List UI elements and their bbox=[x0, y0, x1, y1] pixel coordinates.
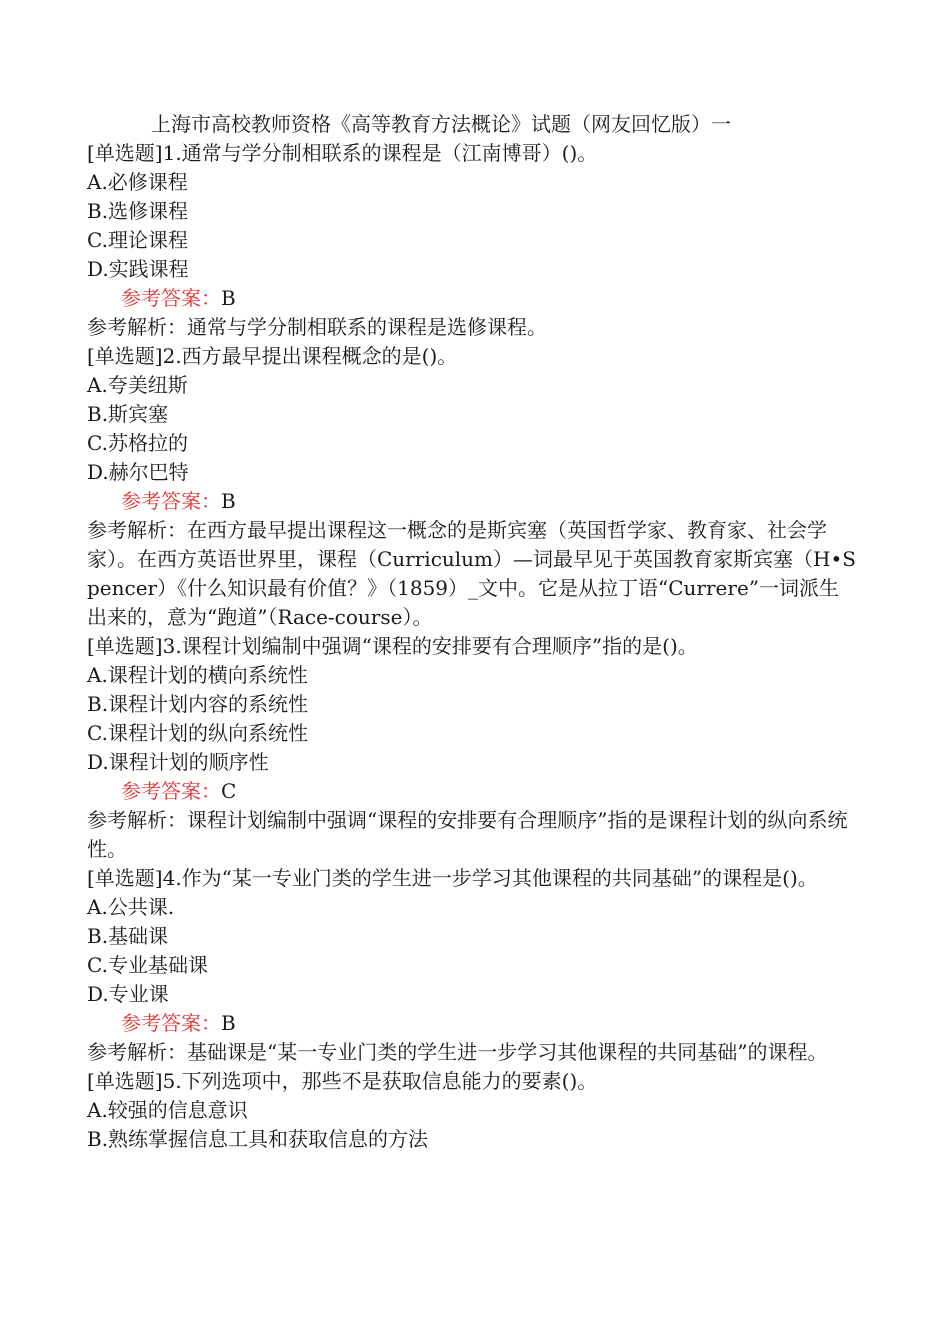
reference-answer bbox=[87, 284, 857, 313]
option-b: B.课程计划内容的系统性 bbox=[87, 692, 309, 716]
answer-value: B bbox=[221, 286, 236, 310]
answer-analysis: 参考解析：通常与学分制相联系的课程是选修课程。 bbox=[87, 315, 547, 339]
option-c: C.理论课程 bbox=[87, 228, 188, 252]
option-c: C.专业基础课 bbox=[87, 953, 208, 977]
option-d: D.课程计划的顺序性 bbox=[87, 750, 269, 774]
answer-label: 参考答案： bbox=[121, 1011, 221, 1035]
answer-analysis: 参考解析：基础课是“某一专业门类的学生进一步学习其他课程的共同基础”的课程。 bbox=[87, 1040, 828, 1064]
answer-value: B bbox=[221, 1011, 236, 1035]
question-3 bbox=[87, 632, 857, 864]
question-stem: [单选题]4.作为“某一专业门类的学生进一步学习其他课程的共同基础”的课程是()。 bbox=[87, 866, 818, 890]
question-5 bbox=[87, 1067, 857, 1154]
answer-label: 参考答案： bbox=[121, 489, 221, 513]
option-a: A.公共课. bbox=[87, 895, 175, 919]
answer-label: 参考答案： bbox=[121, 286, 221, 310]
option-b: B.斯宾塞 bbox=[87, 402, 169, 426]
document-title: 上海市高校教师资格《高等教育方法概论》试题（网友回忆版）一 bbox=[151, 112, 731, 136]
answer-analysis: 参考解析：在西方最早提出课程这一概念的是斯宾塞（英国哲学家、教育家、社会学家）。在西方英语世界里，课程（Curriculum）—词最早见于英国教育家斯宾塞（H•Spencer）《什么知识最有价值？》（1859）_文中。它是从拉丁语“Currere”一词派生出来的，意为“跑道”（Race-course）。 bbox=[87, 518, 856, 629]
option-c: C.苏格拉的 bbox=[87, 431, 188, 455]
option-a: A.课程计划的横向系统性 bbox=[87, 663, 308, 687]
answer-value: B bbox=[221, 489, 236, 513]
question-2 bbox=[87, 342, 857, 632]
reference-answer bbox=[87, 1009, 857, 1038]
question-4 bbox=[87, 864, 857, 1067]
question-stem: [单选题]5.下列选项中，那些不是获取信息能力的要素()。 bbox=[87, 1069, 598, 1093]
option-a: A.必修课程 bbox=[87, 170, 188, 194]
answer-analysis: 参考解析：课程计划编制中强调“课程的安排要有合理顺序”指的是课程计划的纵向系统性。 bbox=[87, 808, 848, 861]
question-stem: [单选题]3.课程计划编制中强调“课程的安排要有合理顺序”指的是()。 bbox=[87, 634, 698, 658]
option-b: B.熟练掌握信息工具和获取信息的方法 bbox=[87, 1127, 429, 1151]
option-d: D.实践课程 bbox=[87, 257, 189, 281]
question-1 bbox=[87, 139, 857, 342]
option-b: B.基础课 bbox=[87, 924, 169, 948]
document-page bbox=[87, 110, 857, 1154]
option-a: A.夸美纽斯 bbox=[87, 373, 188, 397]
reference-answer bbox=[87, 487, 857, 516]
option-a: A.较强的信息意识 bbox=[87, 1098, 248, 1122]
option-d: D.赫尔巴特 bbox=[87, 460, 189, 484]
question-stem: [单选题]2.西方最早提出课程概念的是()。 bbox=[87, 344, 458, 368]
reference-answer bbox=[87, 777, 857, 806]
question-stem: [单选题]1.通常与学分制相联系的课程是（江南博哥）()。 bbox=[87, 141, 598, 165]
option-b: B.选修课程 bbox=[87, 199, 189, 223]
option-c: C.课程计划的纵向系统性 bbox=[87, 721, 308, 745]
answer-value: C bbox=[221, 779, 237, 803]
answer-label: 参考答案： bbox=[121, 779, 221, 803]
option-d: D.专业课 bbox=[87, 982, 169, 1006]
